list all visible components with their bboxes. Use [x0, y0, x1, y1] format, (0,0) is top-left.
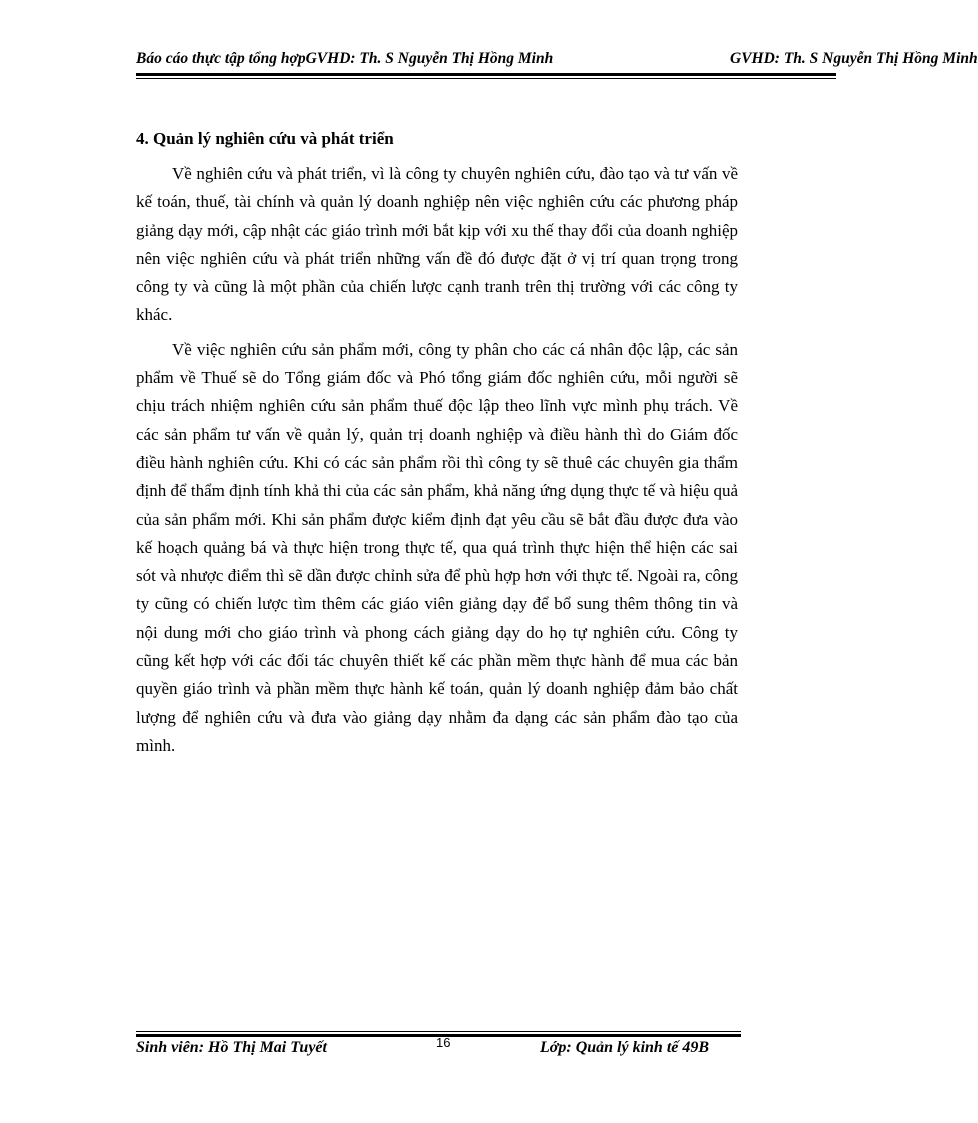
paragraph-new-products: Về việc nghiên cứu sản phẩm mới, công ty phân cho các cá nhân độc lập, các sản phẩm về Thuế sẽ do Tổng giám đốc và Phó tổng giám đốc nghiên cứu, mỗi người sẽ chịu trách nhiệm nghiên cứu sản phẩm thuế độc lập theo lĩnh vực mình phụ trách. Về các sản phẩm tư vấn về quản lý, quản trị doanh nghiệp và điều hành thì do Giám đốc điều hành nghiên cứu. Khi có các sản phẩm rồi thì công ty sẽ thuê các chuyên gia thẩm định để thẩm định tính khả thi của các sản phẩm, khả năng ứng dụng thực tế và hiệu quả của sản phẩm mới. Khi sản phẩm được kiểm định đạt yêu cầu sẽ bắt đầu được đưa vào kế hoạch quảng bá và thực hiện trong thực tế, qua quá trình thực hiện thể hiện các sai sót và nhược điểm thì sẽ dần được chỉnh sửa để phù hợp hơn với thực tế. Ngoài ra, công ty cũng có chiến lược tìm thêm các giáo viên giảng dạy để bổ sung thêm thông tin và nội dung mới cho giáo trình và phong cách giảng dạy do họ tự nghiên cứu. Công ty cũng kết hợp với các đối tác chuyên thiết kế các phần mềm thực hành để mua các bản quyền giáo trình và phần mềm thực hành kế toán, quản lý doanh nghiệp đảm bảo chất lượng để nghiên cứu và đưa vào giảng dạy nhằm đa dạng các sản phẩm đào tạo của mình.	[136, 339, 738, 755]
page-header	[136, 48, 978, 72]
body-text	[136, 160, 738, 760]
header-rule-thin	[136, 78, 836, 79]
paragraph-research-development: Về nghiên cứu và phát triển, vì là công ty chuyên nghiên cứu, đào tạo và tư vấn về kế toán, thuế, tài chính và quản lý doanh nghiệp nên việc nghiên cứu các phương pháp giảng dạy mới, cập nhật các giáo trình mới bắt kịp với xu thế thay đổi của doanh nghiệp nên việc nghiên cứu và phát triển những vấn đề đó được đặt ở vị trí quan trọng trong công ty và cũng là một phần của chiến lược cạnh tranh trên thị trường với các công ty khác.	[136, 164, 738, 325]
footer-class: Lớp: Quản lý kinh tế 49B	[540, 1039, 710, 1056]
footer-student: Sinh viên: Hồ Thị Mai Tuyết	[136, 1039, 327, 1056]
header-rule-thick	[136, 73, 836, 76]
section-heading: 4. Quản lý nghiên cứu và phát triển	[136, 129, 394, 148]
header-left-text: Báo cáo thực tập tổng hợpGVHD: Th. S Nguyễn Thị Hồng Minh	[136, 50, 554, 67]
page-number: 16	[436, 1035, 451, 1050]
footer-rule-thin	[136, 1031, 741, 1032]
header-right-text: GVHD: Th. S Nguyễn Thị Hồng Minh	[730, 50, 978, 67]
